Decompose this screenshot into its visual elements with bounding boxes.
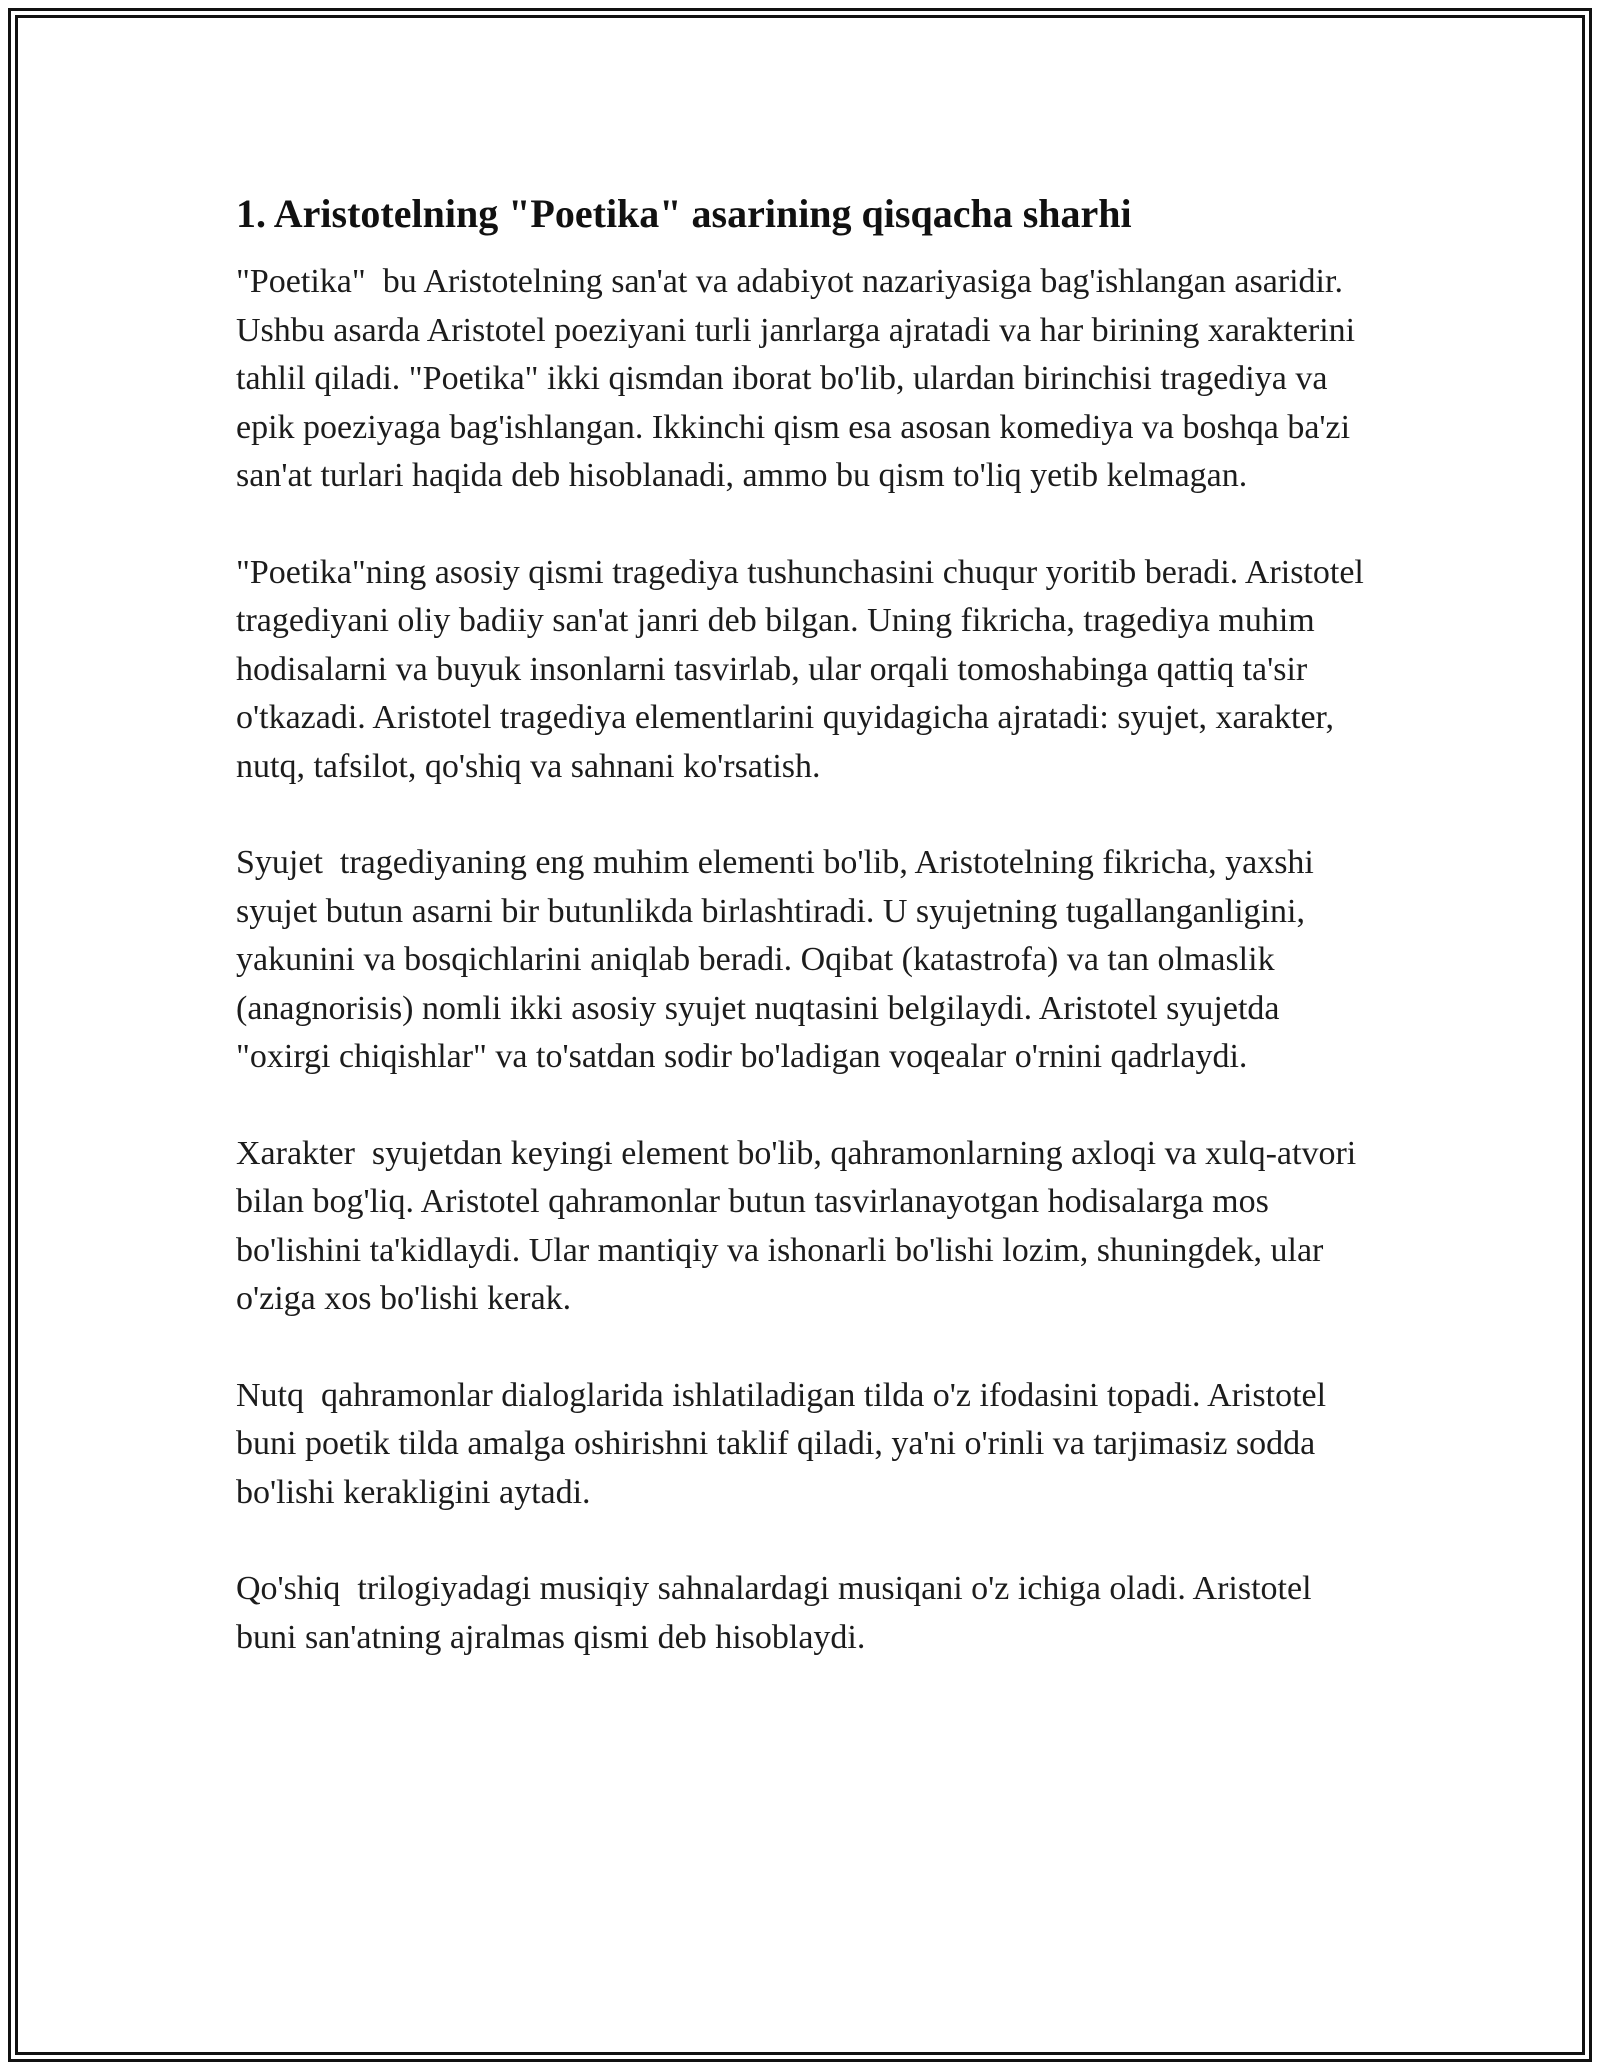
- section-heading: 1. Aristotelning "Poetika" asarining qisqacha sharhi: [236, 191, 1132, 236]
- paragraph-song: Qo'shiq trilogiyadagi musiqiy sahnalardagi musiqani o'z ichiga oladi. Aristotel buni san'atning ajralmas qismi deb hisoblaydi.: [236, 1570, 1321, 1656]
- paragraph-poetika-overview: "Poetika" bu Aristotelning san'at va adabiyot nazariyasiga bag'ishlangan asaridir. Ushbu asarda Aristotel poeziyani turli janrlarga ajratadi va har birining xarakterini tahlil qiladi. "Poetika" ikki qismdan iborat bo'lib, ulardan birinchisi tragediya va epik poeziyaga bag'ishlangan. Ikkinchi qism esa asosan komediya va boshqa ba'zi san'at turlari haqida deb hisoblanadi, ammo bu qism to'liq yetib kelmagan.: [236, 263, 1364, 494]
- document-body: [236, 186, 1376, 1662]
- paragraph-character: Xarakter syujetdan keyingi element bo'lib, qahramonlarning axloqi va xulq-atvori bilan bog'liq. Aristotel qahramonlar butun tasvirlanayotgan hodisalarga mos bo'lishini ta'kidlaydi. Ular mantiqiy va ishonarli bo'lishi lozim, shuningdek, ular o'ziga xos bo'lishi kerak.: [236, 1134, 1365, 1317]
- paragraph-tragedy: "Poetika"ning asosiy qismi tragediya tushunchasini chuqur yoritib beradi. Aristotel tragediyani oliy badiiy san'at janri deb bilgan. Uning fikricha, tragediya muhim hodisalarni va buyuk insonlarni tasvirlab, ular orqali tomoshabinga qattiq ta'sir o'tkazadi. Aristotel tragediya elementlarini quyidagicha ajratadi: syujet, xarakter, nutq, tafsilot, qo'shiq va sahnani ko'rsatish.: [236, 553, 1373, 785]
- paragraph-speech: Nutq qahramonlar dialoglarida ishlatiladigan tilda o'z ifodasini topadi. Aristotel buni poetik tilda amalga oshirishni taklif qiladi, ya'ni o'rinli va tarjimasiz sodda bo'lishi kerakligini aytadi.: [236, 1376, 1335, 1511]
- paragraph-plot: Syujet tragediyaning eng muhim elementi bo'lib, Aristotelning fikricha, yaxshi syujet butun asarni bir butunlikda birlashtiradi. U syujetning tugallanganligini, yakunini va bosqichlarini aniqlab beradi. Oqibat (katastrofa) va tan olmaslik (anagnorisis) nomli ikki asosiy syujet nuqtasini belgilaydi. Aristotel syujetda "oxirgi chiqishlar" va to'satdan sodir bo'ladigan voqealar o'rnini qadrlaydi.: [236, 844, 1323, 1075]
